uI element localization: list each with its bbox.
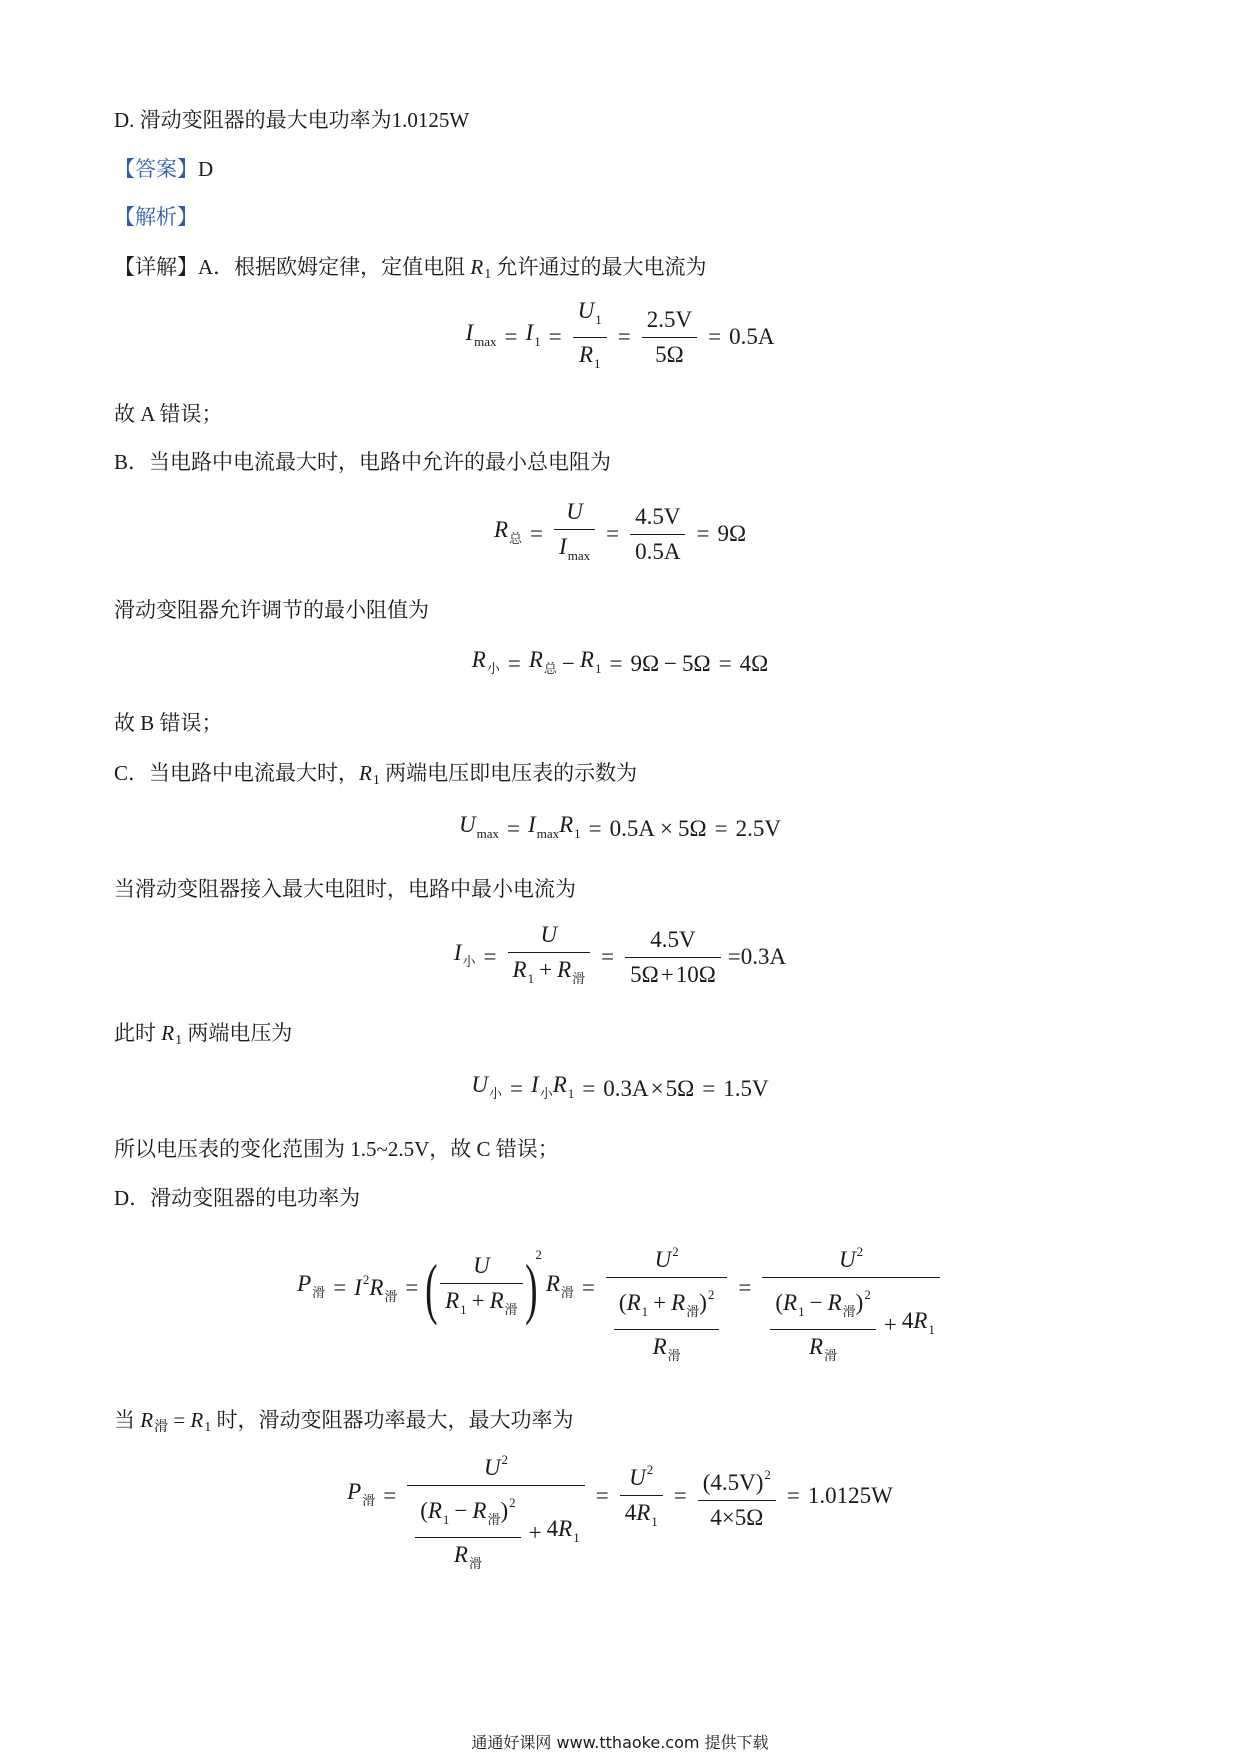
paren: (	[618, 1289, 627, 1315]
math-sub: 1	[594, 660, 602, 676]
math-term	[528, 811, 581, 848]
fraction-numerator	[415, 1489, 520, 1537]
math-term	[454, 939, 476, 976]
math-term	[653, 1333, 681, 1370]
math-op: =	[507, 651, 521, 676]
fraction	[698, 1461, 776, 1532]
math-var: R	[552, 1071, 567, 1097]
math-op: =	[530, 521, 544, 546]
math-term	[629, 1456, 653, 1492]
math-op: =	[504, 324, 518, 349]
math-var: R	[453, 1541, 468, 1567]
math-sub: 滑	[824, 1347, 838, 1363]
math-op: =	[738, 1275, 752, 1300]
equation-max-voltage	[0, 809, 1240, 849]
math-var: I	[559, 534, 567, 559]
math-op: +	[653, 1289, 667, 1315]
math-var: U	[483, 1454, 501, 1480]
math-term	[459, 811, 499, 848]
c-voltage-line	[114, 1019, 292, 1055]
detail-a-text: A．根据欧姆定律，定值电阻	[198, 255, 471, 279]
math-op: −	[454, 1497, 468, 1523]
math-value: 5Ω	[630, 961, 659, 987]
math-var: I	[525, 319, 534, 345]
math-var: R	[652, 1333, 667, 1359]
math-term	[559, 533, 590, 570]
math-var: R	[559, 811, 574, 837]
math-sub: 滑	[154, 1420, 169, 1435]
fraction-denominator	[620, 1495, 663, 1536]
math-sub: 1	[798, 1303, 805, 1319]
math-op: =	[582, 1076, 596, 1101]
math-sub: 1	[641, 1303, 649, 1319]
math-sub: 滑	[560, 1284, 574, 1300]
math-sub: 滑	[842, 1303, 856, 1319]
math-term	[625, 1499, 658, 1536]
fraction-denominator	[407, 1485, 585, 1578]
c-conclusion: 所以电压表的变化范围为 1.5~2.5V，故 C 错误；	[114, 1137, 559, 1161]
math-sub: 1	[651, 1514, 658, 1529]
fraction-numerator	[573, 297, 607, 337]
a-conclusion: 故 A 错误；	[114, 402, 223, 426]
math-term	[472, 646, 500, 683]
math-op: ×	[660, 816, 673, 841]
math-value: 1.5V	[723, 1076, 769, 1101]
math-op: =	[718, 651, 732, 676]
math-op: −	[809, 1289, 823, 1315]
math-value: 5Ω	[665, 1076, 695, 1101]
math-term	[902, 1307, 935, 1344]
math-var: U	[459, 811, 476, 837]
fraction-numerator: 2.5V	[646, 306, 693, 332]
math-op: +	[528, 1520, 542, 1545]
b-intro: B．当电路中电流最大时，电路中允许的最小总电阻为	[114, 450, 612, 474]
math-sup: 2	[864, 1286, 871, 1302]
math-op: =	[405, 1275, 419, 1300]
math-var: R	[783, 1289, 798, 1315]
math-sub: 1	[574, 825, 581, 841]
math-var: I	[465, 319, 474, 345]
equation-min-current	[0, 917, 1240, 997]
fraction-nested	[762, 1207, 940, 1370]
fraction	[620, 1456, 663, 1536]
math-var: R	[528, 646, 543, 672]
parenthesized-fraction	[425, 1247, 542, 1326]
math-term	[630, 961, 716, 989]
fraction-denominator	[415, 1537, 520, 1578]
detail-a-text-rest: 允许通过的最大电流为	[491, 255, 707, 279]
math-term	[454, 1541, 482, 1578]
fraction-denominator	[606, 1277, 727, 1370]
math-var: U	[471, 1071, 489, 1097]
math-term	[529, 646, 557, 683]
math-sub: 小	[486, 660, 500, 676]
fraction-denominator	[573, 337, 607, 378]
math-term	[347, 1478, 375, 1515]
math-sub: 1	[534, 333, 541, 349]
math-value: 4	[624, 1500, 637, 1525]
fraction-numerator	[508, 921, 591, 952]
math-value: 4	[901, 1307, 914, 1333]
math-sup: 2	[646, 1462, 654, 1477]
fraction-denominator: 5Ω	[642, 337, 697, 369]
math-op: =	[510, 1076, 524, 1101]
c-voltage-text-rest: 两端电压为	[182, 1021, 293, 1045]
detail-a-line	[114, 253, 707, 289]
math-term	[465, 319, 496, 356]
math-sup: 2	[509, 1494, 516, 1510]
math-sup: 2	[856, 1243, 864, 1259]
math-var: R	[579, 646, 594, 672]
c-intro-text: C．当电路中电流最大时，	[114, 761, 360, 785]
math-var: R	[427, 1497, 442, 1523]
inline-var-r1	[161, 1019, 182, 1055]
c-min-current: 当滑动变阻器接入最大电阻时，电路中最小电流为	[114, 877, 576, 901]
fraction	[573, 297, 607, 378]
fraction-numerator	[440, 1252, 523, 1283]
math-value: 0.5A	[729, 324, 775, 349]
math-var: R	[190, 1408, 204, 1432]
math-var: U	[654, 1246, 672, 1272]
fraction	[508, 921, 591, 993]
math-value: 1.0125W	[807, 1483, 893, 1508]
math-sub: 滑	[686, 1303, 700, 1319]
fraction-denominator	[625, 957, 721, 989]
left-paren: (	[425, 1250, 438, 1326]
math-term	[513, 956, 586, 993]
answer-line	[114, 155, 213, 183]
b-conclusion: 故 B 错误；	[114, 711, 223, 735]
math-op: =	[606, 521, 620, 546]
math-value: (4.5V)	[702, 1469, 764, 1495]
fraction-inner	[415, 1489, 520, 1578]
c-intro-text-rest: 两端电压即电压表的示数为	[379, 761, 638, 785]
math-sub: 1	[567, 1085, 575, 1101]
math-var: U	[577, 297, 595, 323]
c-intro-line	[114, 759, 637, 795]
math-var: R	[913, 1307, 928, 1333]
math-sub: 总	[543, 660, 557, 676]
math-sub: 1	[594, 355, 601, 371]
equation-rheostat-power	[0, 1218, 1240, 1363]
math-var: U	[566, 499, 583, 524]
math-sub: 小	[539, 1085, 553, 1101]
math-sub: max	[476, 825, 500, 841]
math-term	[655, 1238, 679, 1274]
math-sub: 小	[489, 1085, 503, 1101]
fraction-numerator	[770, 1281, 875, 1329]
math-sub: max	[474, 333, 497, 349]
math-value: 5Ω	[678, 816, 707, 841]
math-sup: 2	[672, 1243, 679, 1259]
math-var: R	[512, 957, 527, 982]
math-term	[578, 297, 602, 334]
answer-label: 【答案】	[114, 157, 198, 181]
answer-value: D	[198, 157, 214, 181]
math-sup: 2	[501, 1451, 508, 1467]
equation-max-power	[0, 1426, 1240, 1571]
math-op: =	[168, 1408, 191, 1432]
math-value: 4	[546, 1515, 559, 1541]
math-sub: 滑	[667, 1347, 681, 1363]
math-sub: 滑	[312, 1284, 326, 1300]
math-op: =	[708, 324, 722, 349]
math-sub: 总	[509, 530, 523, 546]
math-var: R	[671, 1289, 686, 1315]
math-op: ×	[650, 1076, 664, 1101]
math-var: I	[354, 1274, 362, 1300]
math-op: +	[471, 1288, 485, 1313]
fraction-inner	[770, 1281, 875, 1370]
detail-label: 【详解】	[114, 255, 198, 279]
math-sub: 1	[460, 1302, 467, 1317]
math-op: −	[561, 651, 575, 676]
math-value: 5Ω	[682, 651, 711, 676]
math-sub: 滑	[362, 1492, 376, 1508]
fraction	[630, 503, 685, 566]
math-sub: 滑	[487, 1511, 501, 1527]
math-op: =	[483, 944, 497, 969]
b-min-resistor: 滑动变阻器允许调节的最小阻值为	[114, 598, 429, 622]
math-sub: 1	[442, 1511, 450, 1527]
right-paren: )	[524, 1250, 538, 1326]
math-sub: 1	[372, 773, 380, 788]
fraction-numerator	[698, 1461, 776, 1500]
fraction-numerator: 4.5V	[650, 926, 696, 952]
math-sub: 滑	[504, 1302, 518, 1317]
fraction-numerator	[407, 1415, 585, 1485]
math-op: =	[609, 651, 623, 676]
math-var: R	[636, 1500, 651, 1525]
math-var: R	[809, 1333, 824, 1359]
math-term	[579, 341, 601, 378]
math-op: =	[581, 1275, 595, 1300]
fraction-numerator	[606, 1207, 727, 1277]
analysis-label: 【解析】	[114, 205, 198, 229]
math-op: +	[539, 957, 553, 982]
d-intro: D．滑动变阻器的电功率为	[114, 1186, 361, 1210]
math-term	[526, 319, 541, 356]
math-var: R	[827, 1289, 842, 1315]
math-sup: 2	[764, 1466, 771, 1482]
math-var: R	[493, 516, 509, 542]
equation-max-current	[0, 297, 1240, 377]
fraction-denominator: 4×5Ω	[698, 1500, 776, 1532]
math-value: =0.3A	[727, 944, 787, 969]
fraction-denominator	[614, 1329, 719, 1370]
math-value: 4Ω	[739, 651, 769, 676]
math-var: U	[473, 1253, 490, 1278]
paren: (	[420, 1497, 428, 1523]
math-op: =	[601, 944, 615, 969]
math-var: R	[578, 341, 594, 367]
fraction-denominator: 0.5A	[630, 534, 685, 566]
math-var: P	[297, 1270, 312, 1296]
math-sub: 1	[204, 1420, 212, 1435]
fraction-denominator	[770, 1329, 875, 1370]
option-d-line: D. 滑动变阻器的最大电功率为1.0125W	[114, 108, 470, 132]
math-var: U	[629, 1465, 646, 1490]
fraction-numerator: 4.5V	[635, 503, 681, 529]
math-term	[445, 1287, 518, 1324]
math-sub: 小	[462, 953, 476, 969]
math-sub: 1	[595, 311, 602, 327]
math-var: R	[471, 646, 486, 672]
math-sub: 1	[573, 1529, 580, 1545]
fraction-denominator	[508, 952, 591, 993]
math-value: 0.5A	[609, 816, 656, 841]
footer-source: 通通好课网 www.tthaoke.com 提供下载	[471, 1733, 769, 1752]
math-sub: 1	[928, 1321, 935, 1337]
math-sub: 滑	[572, 971, 586, 986]
fraction-numerator	[620, 1456, 663, 1495]
fraction	[554, 498, 595, 570]
math-term	[494, 516, 522, 553]
math-op: =	[588, 816, 602, 841]
fraction-denominator	[440, 1283, 523, 1324]
math-term	[484, 1446, 508, 1482]
math-value: 2.5V	[735, 816, 781, 841]
math-var: R	[445, 1288, 460, 1313]
fraction-numerator	[762, 1207, 940, 1277]
math-var: I	[528, 811, 536, 837]
math-sup: 2	[535, 1247, 542, 1262]
math-value: 10Ω	[675, 961, 716, 987]
equation-min-voltage	[0, 1069, 1240, 1109]
math-op: =	[702, 1076, 716, 1101]
math-var: I	[531, 1071, 539, 1097]
math-var: R	[161, 1021, 175, 1045]
fraction	[625, 926, 721, 989]
math-op: =	[333, 1275, 347, 1300]
fraction-inner	[614, 1281, 719, 1370]
fraction-numerator	[554, 498, 595, 529]
equation-total-resistance	[0, 494, 1240, 574]
math-var: R	[558, 1515, 573, 1541]
math-var: U	[540, 922, 558, 947]
math-value: 0.3A	[603, 1076, 649, 1101]
math-op: =	[786, 1483, 800, 1508]
math-sub: 1	[484, 267, 492, 282]
math-op: =	[696, 521, 710, 546]
math-sup: 2	[707, 1286, 715, 1302]
fraction	[642, 306, 697, 369]
math-sup: 2	[362, 1271, 370, 1287]
math-op: =	[617, 324, 631, 349]
math-op: +	[883, 1312, 897, 1337]
fraction-numerator	[614, 1281, 719, 1329]
equation-min-resistor	[0, 644, 1240, 684]
math-term	[546, 1270, 574, 1307]
math-op: =	[507, 816, 521, 841]
math-var: R	[472, 1497, 487, 1523]
math-term	[354, 1266, 397, 1311]
math-op: =	[383, 1483, 397, 1508]
math-op: =	[673, 1483, 687, 1508]
fraction-denominator	[762, 1277, 940, 1370]
math-op: +	[660, 961, 674, 987]
math-var: R	[557, 957, 572, 982]
inline-var-r1	[470, 253, 491, 289]
math-sub: 1	[175, 1033, 183, 1048]
math-term	[297, 1270, 325, 1307]
math-var: R	[470, 255, 484, 279]
math-value: 9Ω	[717, 521, 747, 546]
math-var: R	[626, 1289, 641, 1315]
math-term	[547, 1515, 580, 1552]
math-var: R	[489, 1288, 504, 1313]
math-term	[471, 1071, 502, 1108]
math-term	[775, 1281, 870, 1326]
math-op: =	[548, 324, 562, 349]
math-term	[420, 1489, 515, 1534]
math-term	[531, 1071, 574, 1108]
fraction	[440, 1252, 523, 1324]
c-voltage-text: 此时	[114, 1021, 162, 1045]
math-sub: max	[567, 548, 591, 563]
d-condition-text-rest: 时，滑动变阻器功率最大，最大功率为	[211, 1408, 574, 1432]
math-term	[809, 1333, 837, 1370]
paren: )	[699, 1289, 707, 1315]
paren: (	[775, 1289, 784, 1315]
math-var: R	[359, 761, 372, 785]
fraction-nested	[606, 1207, 727, 1370]
math-var: U	[839, 1246, 856, 1272]
math-sub: max	[536, 825, 560, 841]
paren: )	[500, 1497, 509, 1523]
fraction-nested	[407, 1415, 585, 1578]
math-var: R	[140, 1408, 154, 1432]
math-var: R	[545, 1270, 560, 1296]
math-sub: 滑	[384, 1288, 398, 1304]
math-term	[703, 1461, 771, 1497]
math-sub: 1	[527, 971, 535, 986]
math-op: =	[714, 816, 728, 841]
inline-var-r1	[359, 759, 380, 795]
math-term	[619, 1281, 714, 1326]
math-sub: 滑	[468, 1555, 482, 1571]
math-term	[580, 646, 602, 683]
math-value: 9Ω	[630, 651, 660, 676]
d-condition-text: 当	[114, 1408, 141, 1432]
math-op: −	[664, 651, 678, 676]
paren: )	[855, 1289, 864, 1315]
math-term	[839, 1238, 863, 1274]
fraction-denominator	[554, 529, 595, 570]
math-var: R	[369, 1274, 384, 1300]
math-var: I	[453, 939, 462, 965]
math-var: P	[347, 1478, 362, 1504]
math-op: =	[595, 1483, 609, 1508]
